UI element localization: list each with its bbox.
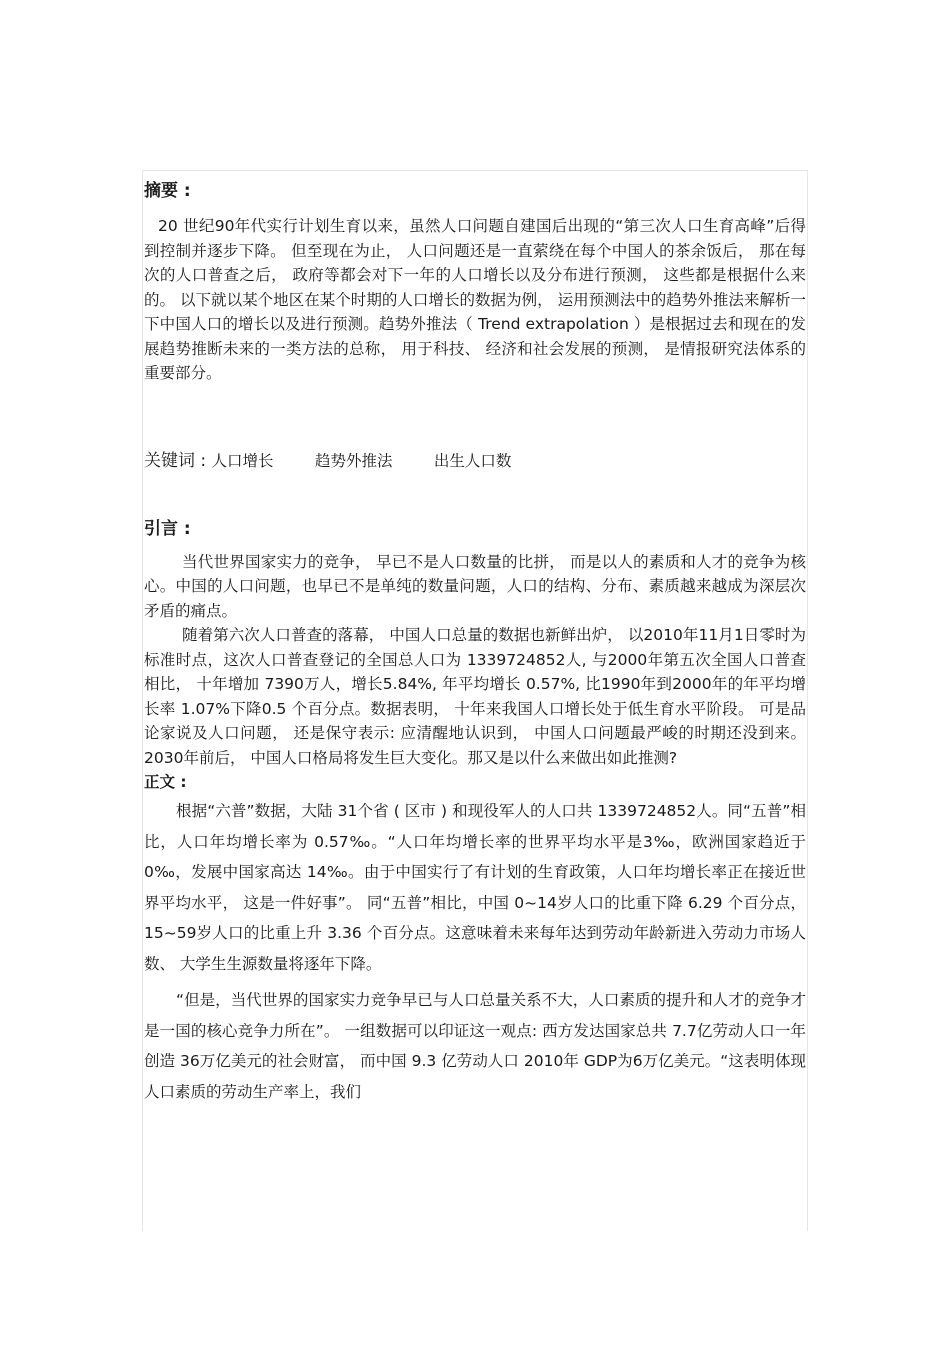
abstract-section: [144, 178, 806, 386]
body-paragraph: “但是，当代世界的国家实力竞争早已与人口总量关系不大，人口素质的提升和人才的竞争才是一国的核心竞争力所在”。 一组数据可以印证这一观点: 西方发达国家总共 7.7亿劳动人口一年创造 36万亿美元的社会财富， 而中国 9.3 亿劳动人口 2010年 GDP为6万亿美元。“这表明体现人口素质的劳动生产率上，我们: [144, 991, 806, 1101]
body-section: [144, 770, 806, 1107]
introduction-paragraph: 随着第六次人口普查的落幕， 中国人口总量的数据也新鲜出炉， 以2010年11月1日零时为标准时点，这次人口普查登记的全国总人口为 1339724852人, 与2000年第五次全国人口普查相比， 十年增加 7390万人，增长5.84%, 年平均增长 0.57%, 比1990年到2000年的年平均增长率 1.07%下降0.5 个百分点。数据表明， 十年来我国人口增长处于低生育水平阶段。 可是品论家说及人口问题， 还是保守表示: 应清醒地认识到， 中国人口问题最严峻的时期还没到来。 2030年前后， 中国人口格局将发生巨大变化。那又是以什么来做出如此推测?: [144, 626, 806, 767]
abstract-text: 20 世纪90年代实行计划生育以来，虽然人口问题自建国后出现的“第三次人口生育高峰”后得到控制并逐步下降。 但至现在为止， 人口问题还是一直萦绕在每个中国人的茶余饭后， 那在每次的人口普查之后， 政府等都会对下一年的人口增长以及分布进行预测， 这些都是根据什么来的。 以下就以某个地区在某个时期的人口增长的数据为例， 运用预测法中的趋势外推法来解析一下中国人口的增长以及进行预测。趋势外推法（ Trend extrapolation ）是根据过去和现在的发展趋势推断未来的一类方法的总称， 用于科技、 经济和社会发展的预测， 是情报研究法体系的重要部分。: [144, 217, 806, 382]
body-paragraph: 根据“六普”数据，大陆 31个省 ( 区市 ) 和现役军人的人口共 1339724852人。同“五普”相比，人口年均增长率为 0.57‰。“人口年均增长率的世界平均水平是3‰，欧洲国家趋近于 0‰，发展中国家高达 14‰。由于中国实行了有计划的生育政策，人口年均增长率正在接近世界平均水平， 这是一件好事”。 同“五普”相比，中国 0~14岁人口的比重下降 6.29 个百分点， 15~59岁人口的比重上升 3.36 个百分点。这意味着未来每年达到劳动年龄新进入劳动力市场人数、 大学生生源数量将逐年下降。: [144, 802, 806, 973]
introduction-heading: 引言 :: [144, 518, 191, 539]
keyword-item: 出生人口数: [433, 451, 512, 470]
keywords-label: 关键词 :: [144, 450, 207, 471]
introduction-paragraph: 当代世界国家实力的竞争， 早已不是人口数量的比拼， 而是以人的素质和人才的竞争为核心。中国的人口问题，也早已不是单纯的数量问题，人口的结构、分布、素质越来越成为深层次矛盾的痛点。: [144, 552, 806, 620]
introduction-section: [144, 516, 806, 771]
keyword-item: 人口增长: [211, 451, 274, 470]
keywords-section: [144, 448, 806, 474]
abstract-heading: 摘要 :: [144, 181, 191, 201]
document-body: [144, 178, 806, 1107]
body-heading: 正文 :: [144, 773, 187, 791]
keyword-item: 趋势外推法: [314, 451, 393, 470]
keywords-line: [144, 448, 806, 474]
